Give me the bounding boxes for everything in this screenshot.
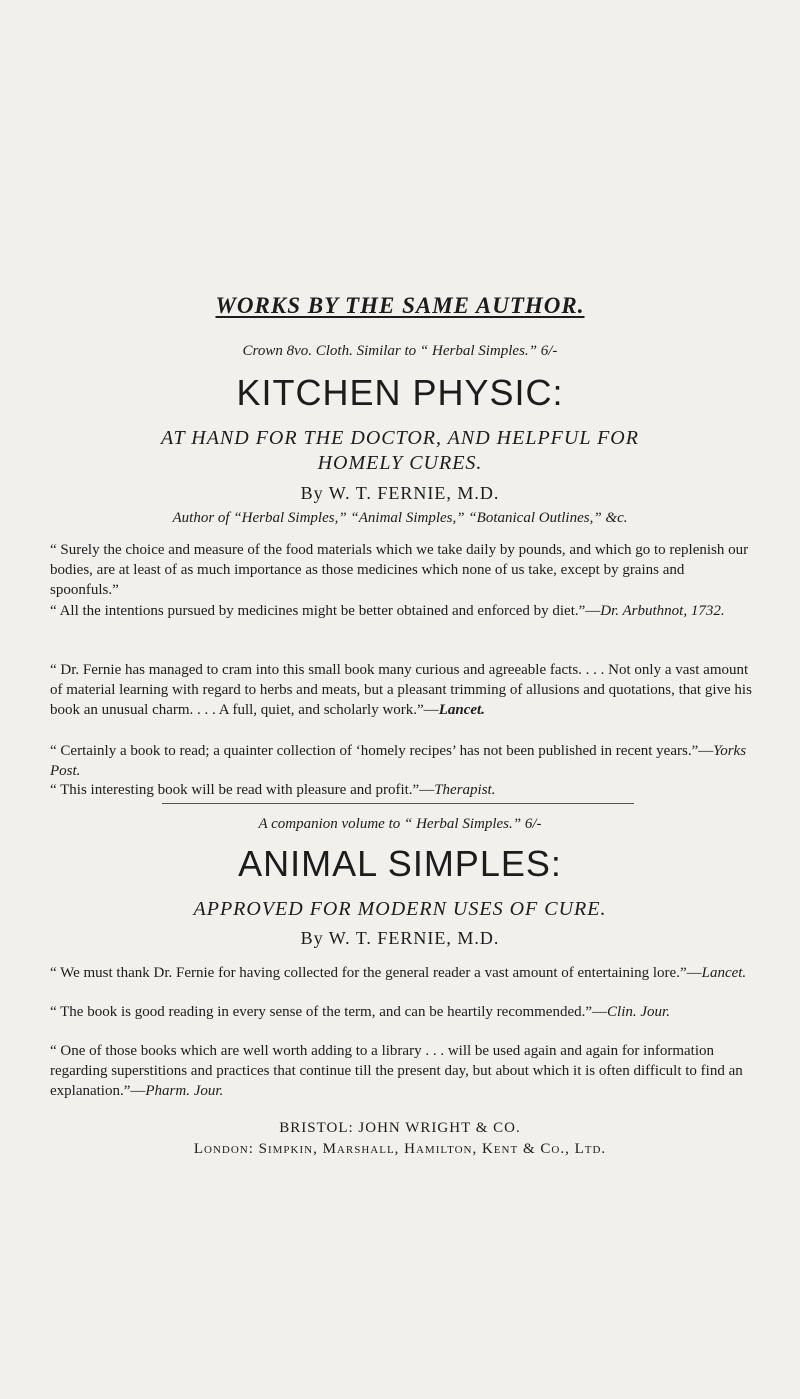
page-heading: WORKS BY THE SAME AUTHOR. — [215, 293, 585, 318]
review-text: “ The book is good reading in every sense of the term, and can be heartily recommended.”— — [50, 1004, 608, 1020]
book2-byline: By W. T. FERNIE, M.D. — [300, 928, 500, 948]
book1-author-line: Author of “Herbal Simples,” “Animal Simples,” “Botanical Outlines,” &c. — [172, 510, 628, 526]
book2-review-pharm — [50, 1041, 756, 1101]
book1-format-line: Crown 8vo. Cloth. Similar to “ Herbal Simples.” 6/- — [242, 343, 558, 359]
review-source: Lancet. — [701, 965, 747, 981]
book1-subtitle-line2: HOMELY CURES. — [317, 452, 483, 474]
review-text: “ One of those books which are well worth adding to a library . . . will be used again and again for information regarding superstitions and practices that continue till the present day, but about which it is often difficult to find an explanation.”— — [50, 1043, 743, 1099]
book2-title: ANIMAL SIMPLES: — [238, 843, 562, 884]
book2-review-lancet — [50, 963, 756, 983]
book2-review-clin — [50, 1002, 756, 1022]
book1-review-therapist — [50, 780, 760, 800]
review-source: Pharm. Jour. — [145, 1083, 224, 1099]
review-source: Yorks Post. — [50, 743, 747, 779]
section-divider — [162, 803, 634, 804]
book2-format-line: A companion volume to “ Herbal Simples.” 6/- — [258, 816, 542, 832]
book1-quote-surely — [50, 540, 756, 600]
quote-text: “ All the intentions pursued by medicines might be better obtained and enforced by diet.”— — [50, 603, 601, 619]
book1-quote-arbuthnot — [50, 601, 756, 621]
publisher-london: London: Simpkin, Marshall, Hamilton, Kent & Co., Ltd. — [193, 1141, 607, 1157]
book1-title: KITCHEN PHYSIC: — [236, 372, 564, 413]
book1-byline: By W. T. FERNIE, M.D. — [300, 483, 500, 503]
review-text: “ We must thank Dr. Fernie for having collected for the general reader a vast amount of entertaining lore.”— — [50, 965, 702, 981]
review-source: Clin. Jour. — [607, 1004, 670, 1020]
publisher-bristol: BRISTOL: JOHN WRIGHT & CO. — [279, 1120, 521, 1136]
review-text: “ This interesting book will be read with pleasure and profit.”— — [50, 782, 435, 798]
quote-text: “ Surely the choice and measure of the food materials which we take daily by pounds, and which go to replenish our bodies, are at least of as much importance as those medicines which none of us take, except by grains and spoonfuls.” — [50, 542, 749, 598]
book2-subtitle: APPROVED FOR MODERN USES OF CURE. — [193, 898, 607, 920]
review-source: Therapist. — [434, 782, 496, 798]
review-source: Lancet. — [438, 702, 485, 718]
book1-review-lancet — [50, 660, 756, 720]
review-text: “ Certainly a book to read; a quainter collection of ‘homely recipes’ has not been published in recent years.”— — [50, 743, 714, 759]
review-text: “ Dr. Fernie has managed to cram into this small book many curious and agreeable facts. . . . Not only a vast amount of material learning with regard to herbs and meats, but a pleasant trimming of allusions and quotations, that give his book an unusual charm. . . . A full, quiet, and scholarly work.”— — [50, 662, 752, 718]
quote-source: Dr. Arbuthnot, 1732. — [600, 603, 725, 619]
book1-review-yorks — [50, 741, 756, 781]
book1-subtitle-line1: AT HAND FOR THE DOCTOR, AND HELPFUL FOR — [161, 427, 639, 449]
